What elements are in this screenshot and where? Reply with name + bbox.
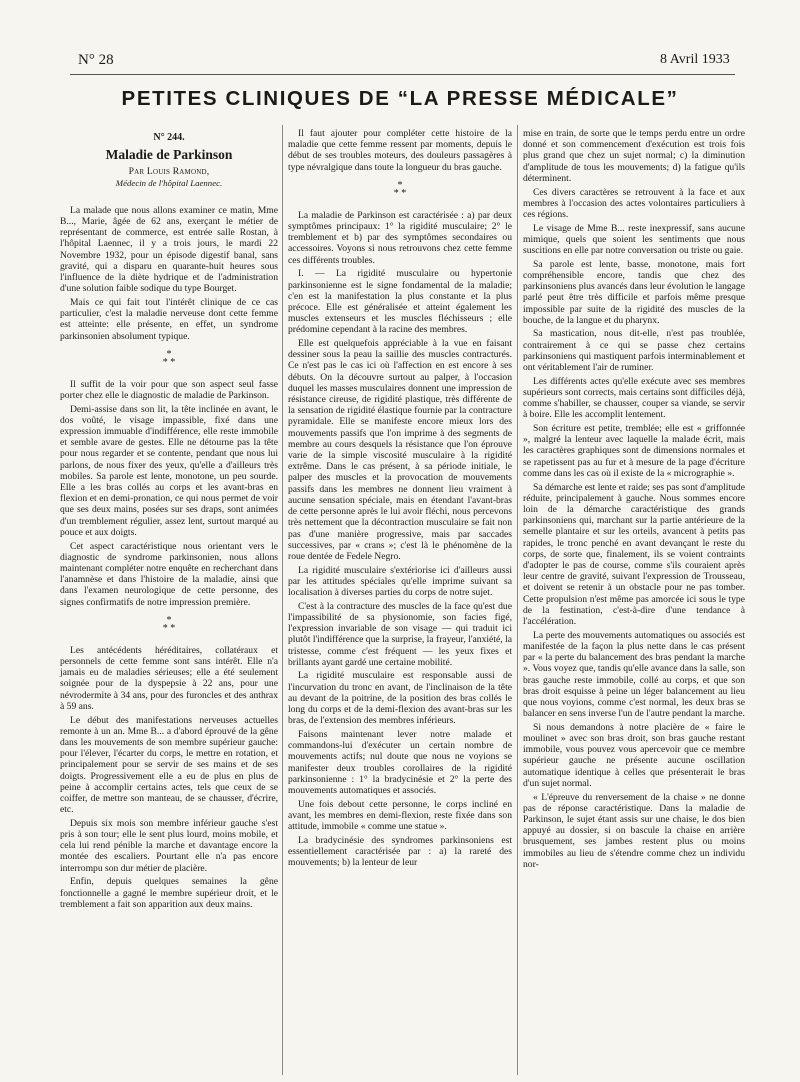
paragraph: La malade que nous allons examiner ce matin, Mme B..., Marie, âgée de 62 ans, exerçant le métier de représentant de commerce, est entrée salle Rostan, à l'hôpital Laennec, il y a trois jours, le mardi 22 Novembre 1932, pour un épisode digestif banal, sans gravité, qui a disparu en quarante-huit heures sous l'influence de la diète hydrique et de l'administration d'une solution faible sodique du type Bourget. bbox=[60, 204, 278, 295]
paragraph: Demi-assise dans son lit, la tête inclinée en avant, le dos voûté, le visage impassible, fixé dans une expression immuable d'indifférence, elle reste immobile et semble avare de gestes. Elle ne détourne pas la tête pour nous regarder et se contente, pendant que nous lui parlons, de nous fixer des yeux, qu'elle a d'ailleurs très mobiles. Sa parole est lente, monotone, un peu sourde. Elle a les bras collés au corps et les avant-bras en flexion et en demi-pronation, ce qui nous permet de voir que ses deux mains, posées sur ses draps, sont animées d'un tremblement régulier, assez lent, surtout marqué au pouce et aux doigts. bbox=[60, 403, 278, 538]
issue-date: 8 Avril 1933 bbox=[660, 52, 730, 67]
paragraph: La maladie de Parkinson est caractérisée : a) par deux symptômes principaux: 1° la rigidité musculaire; 2° le tremblement et b) par des symptômes secondaires ou accessoires. Voyons si nous retrouvons chez cette femme ces différents troubles. bbox=[288, 209, 512, 266]
paragraph: Cet aspect caractéristique nous orientant vers le diagnostic de syndrome parkinsonien, nous allons maintenant compléter notre enquête en recherchant dans l'anamnèse et dans l'histoire de la maladie, ainsi que dans l'examen neurologique de cette personne, des signes confirmatifs de notre impression première. bbox=[60, 540, 278, 608]
column-2 bbox=[288, 128, 512, 871]
column-3 bbox=[523, 128, 745, 873]
paragraph: Faisons maintenant lever notre malade et commandons-lui d'exécuter un certain nombre de mouvements actifs; nul doute que nous ne voyions se manifester deux troubles corollaires de la rigidité parkinsonienne : 1° la bradycinésie et 2° la perte des mouvements automatiques et associés. bbox=[288, 728, 512, 796]
section-separator: * * * bbox=[162, 348, 176, 368]
paragraph: Son écriture est petite, tremblée; elle est « griffonnée », malgré la lenteur avec laquelle la malade écrit, mais les caractères graphiques sont de dimensions normales et se rapetissent pas au fur et à mesure de la page d'écriture comme dans les cas où il existe de la « micrographie ». bbox=[523, 423, 745, 479]
section-separator: * * * bbox=[162, 614, 176, 634]
column-divider-1 bbox=[282, 125, 283, 1075]
paragraph: Ces divers caractères se retrouvent à la face et aux membres à l'occasion des actes volontaires particuliers à ces régions. bbox=[523, 186, 745, 220]
article-title: Maladie de Parkinson bbox=[105, 147, 233, 163]
paragraph: Sa parole est lente, basse, monotone, mais fort compréhensible encore, tandis que chez des parkinsoniens plus avancés dans leur évolution le langage parlé peut être très difficile et parfois même presque impossible par suite de la rigidité des muscles de la bouche, de la langue et du pharynx. bbox=[523, 258, 745, 326]
paragraph: Les antécédents héréditaires, collatéraux et personnels de cette femme sont sans intérêt. Elle n'a jamais eu de maladies sérieuses; elle a été seulement soignée pour de la dyspepsie à 22 ans, pour une névrodermite à 34 ans, pour des furoncles et des anthrax à 59 ans. bbox=[60, 644, 278, 712]
article-author: Par Louis Ramond, bbox=[128, 166, 210, 178]
section-separator: * * * bbox=[393, 179, 407, 199]
article-affiliation: Médecin de l'hôpital Laennec. bbox=[115, 177, 223, 188]
paragraph: La rigidité musculaire s'extériorise ici d'ailleurs aussi par les attitudes spéciales qu'elle imprime suivant sa localisation à diverses parties du corps de notre sujet. bbox=[288, 564, 512, 599]
paragraph: La rigidité musculaire est responsable aussi de l'incurvation du tronc en avant, de l'inclinaison de la tête au devant de la poitrine, de la position des bras collés le long du corps et de la demi-flexion des avant-bras sur les bras, de l'extension des membres inférieurs. bbox=[288, 670, 512, 727]
header-rule bbox=[70, 74, 735, 75]
paragraph: Le visage de Mme B... reste inexpressif, sans aucune mimique, quels que soient les sentiments que nous suscitions en elle par notre conversation ou triste ou gaie. bbox=[523, 222, 745, 257]
column-1 bbox=[60, 128, 278, 912]
article-number: N° 244. bbox=[153, 132, 185, 143]
paragraph: Le début des manifestations nerveuses actuelles remonte à un an. Mme B... a d'abord éprouvé de la gêne dans les mouvements de son membre supérieur gauche: pour l'élever, l'écarter du corps, le mettre en rotation, et principalement pour se servir de ses mains et de ses doigts. Progressivement elle a eu de plus en plus de peine à accomplir certains actes, tels que ceux de se coiffer, de mettre son manteau, de se chausser, d'écrire, etc. bbox=[60, 714, 278, 816]
paragraph: mise en train, de sorte que le temps perdu entre un ordre donné et son commencement d'exécution est trois fois plus grand que chez un sujet normal; c) la diminution d'amplitude de tous les mouvements; d) la fatigue qu'ils déterminent. bbox=[523, 128, 745, 184]
paragraph: Les différents actes qu'elle exécute avec ses membres supérieurs sont corrects, mais certains sont difficiles déjà, comme s'habiller, se chausser, couper sa viande, se servir à boire. Elle les accomplit lentement. bbox=[523, 375, 745, 421]
paragraph: Sa mastication, nous dit-elle, n'est pas troublée, contrairement à ce qui se passe chez certains parkinsoniens qui mastiquent parfois interminablement et ont véritablement l'air de ruminer. bbox=[523, 328, 745, 374]
column-divider-2 bbox=[517, 125, 518, 1075]
masthead-title: PETITES CLINIQUES DE “LA PRESSE MÉDICALE” bbox=[121, 87, 679, 110]
paragraph: Si nous demandons à notre placière de « faire le moulinet » avec son bras droit, son bras gauche restant immobile, vous pouvez vous apercevoir que ce membre supérieur gauche ne présente aucune oscillation automatique identique à celles que présenterait le bras d'un sujet normal. bbox=[523, 721, 745, 789]
paragraph: Il faut ajouter pour compléter cette histoire de la maladie que cette femme ressent par moments, depuis le début de ses troubles moteurs, des douleurs passagères à type névralgique dans toute la longueur du bras gauche. bbox=[288, 128, 512, 173]
issue-number: N° 28 bbox=[78, 52, 114, 68]
paragraph: I. — La rigidité musculaire ou hypertonie parkinsonienne est le signe fondamental de la maladie; c'en est la manifestation la plus constante et la plus précoce. Elle est généralisée et atteint également les muscles extenseurs et les muscles fléchisseurs ; elle prédomine cependant à la racine des membres. bbox=[288, 268, 512, 336]
paragraph: La bradycinésie des syndromes parkinsoniens est essentiellement caractérisée par : a) la rareté des mouvements; b) la lenteur de leur bbox=[288, 834, 512, 869]
paragraph: Elle est quelquefois appréciable à la vue en faisant dessiner sous la peau la saillie des muscles contracturés. Ce n'est pas le cas ici où l'affection en est encore à ses débuts. On la découvre surtout au palper, à l'occasion duquel les masses musculaires donnent une impression de résistance cireuse, de rigidité plastique, très différente de la sensation de rigidité élastique fournie par la contracture pyramidale. Elle se manifeste encore mieux lors des mouvements passifs que l'on imprime à des segments de membre au cours desquels la résistance que l'on éprouve varie de la simple viscosité musculaire à la rigidité extrême. Dans le cas présent, à sa période initiale, le palper des muscles et la provocation de mouvements passifs dans les membres ne donnent lieu vraiment à aucune sensation spéciale, mais en étendant l'avant-bras de cette personne après le lui avoir fléchi, nous percevons très nettement que la décontraction musculaire se fait non pas d'une manière progressive, mais par saccades successives, par « crans »; c'est là le phénomène de la roue dentée de Fedele Negro. bbox=[288, 338, 512, 562]
paragraph: Sa démarche est lente et raide; ses pas sont d'amplitude réduite, principalement à gauche. Nous sommes encore loin de la démarche caractéristique des grands parkinsoniens qui, marchant sur la partie antérieure de la semelle plantaire et sur les orteils, avancent à petits pas rapides, le tronc penché en avant devançant le reste du corps, de sorte que, finalement, ils se voient contraints d'adopter le pas de course, comme s'ils couraient après leur centre de gravité, suivant l'expression de Trousseau, et doivent se retenir à un obstacle pour ne pas tomber. Cette propulsion n'est même pas amorcée ici sous le type de la festination, c'est-à-dire d'une tendance à l'accélération. bbox=[523, 481, 745, 628]
paragraph: C'est à la contracture des muscles de la face qu'est due l'impassibilité de sa physionomie, son facies figé, l'expression invariable de son visage — qui traduit ici plutôt l'indifférence que la surprise, la frayeur, l'anxiété, la tristesse, comme c'est fréquent — les yeux fixes et brillants ayant gardé une certaine mobilité. bbox=[288, 600, 512, 668]
paragraph: Depuis six mois son membre inférieur gauche s'est pris à son tour; elle le sent plus lourd, moins mobile, et cela lui rend pénible la marche et davantage encore la montée des escaliers. Pourtant elle n'a pas encore interrompu son dur métier de placière. bbox=[60, 817, 278, 874]
paragraph: Mais ce qui fait tout l'intérêt clinique de ce cas particulier, c'est la maladie nerveuse dont cette femme est atteinte: elle présente, en effet, un syndrome parkinsonien absolument typique. bbox=[60, 296, 278, 342]
paragraph: Il suffit de la voir pour que son aspect seul fasse porter chez elle le diagnostic de maladie de Parkinson. bbox=[60, 378, 278, 401]
paragraph: La perte des mouvements automatiques ou associés est manifestée de la façon la plus nette dans le cas présent par « la perte du balancement des bras pendant la marche ». Vous voyez que, tandis qu'elle avance dans la salle, son bras gauche reste immobile, collé au corps, et que son bras droit esquisse à peine un léger balancement au lieu que nous voyions, comme c'est normal, les deux bras se balancer en sens inverse l'un de l'autre pendant la marche. bbox=[523, 629, 745, 720]
paragraph: Enfin, depuis quelques semaines la gêne fonctionnelle a gagné le membre supérieur droit, et le tremblement a fait son apparition aux deux mains. bbox=[60, 876, 278, 910]
paragraph: « L'épreuve du renversement de la chaise » ne donne pas de réponse caractéristique. Dans la maladie de Parkinson, le sujet étant assis sur une chaise, le dos bien appuyé au dossier, si on bascule la chaise en arrière brusquement, ses jambes restent plus ou moins immobiles au lieu de s'étendre comme chez un individu nor- bbox=[523, 791, 745, 870]
paragraph: Une fois debout cette personne, le corps incliné en avant, les membres en demi-flexion, reste fixée dans son attitude, immobile « comme une statue ». bbox=[288, 798, 512, 833]
